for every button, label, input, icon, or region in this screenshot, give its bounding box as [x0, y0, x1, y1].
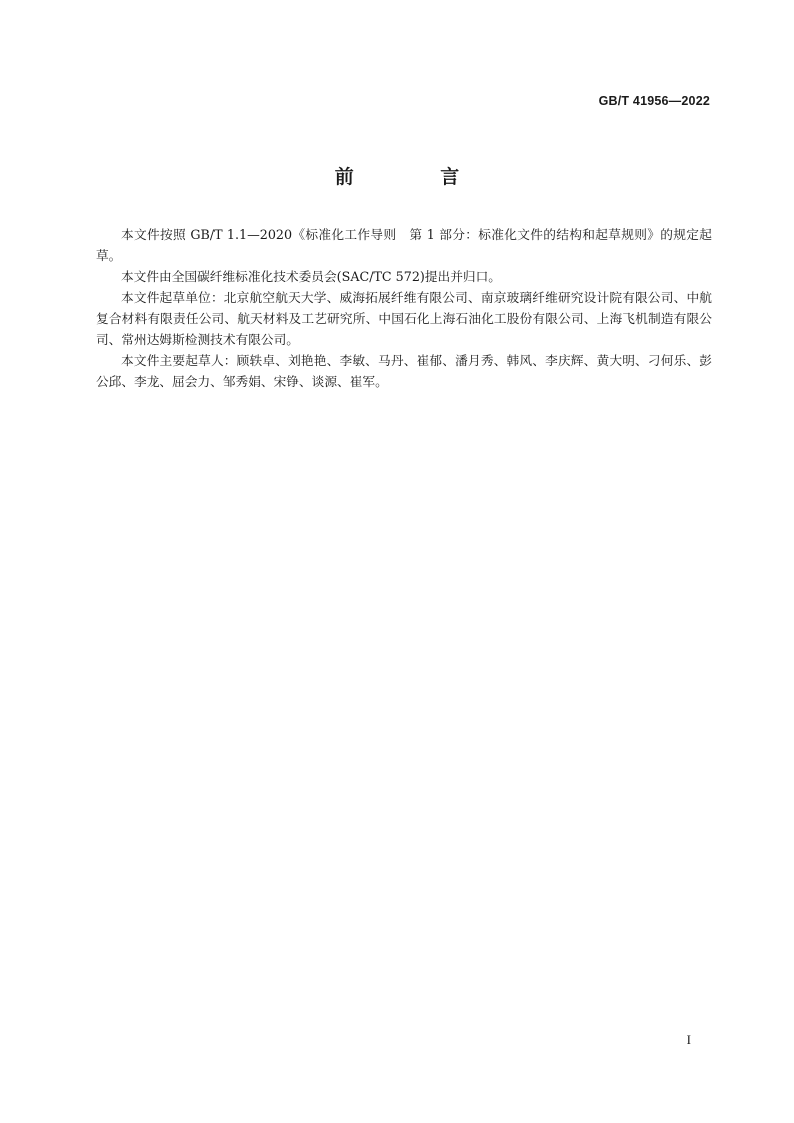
- preface-paragraph-drafters: 本文件主要起草人：顾轶卓、刘艳艳、李敏、马丹、崔郁、潘月秀、韩风、李庆辉、黄大明、刁何乐、彭公邱、李龙、屈会力、邹秀娟、宋铮、谈源、崔军。: [96, 353, 712, 389]
- page-number: I: [686, 1032, 691, 1047]
- preface-paragraph-drafting-units: 本文件起草单位：北京航空航天大学、威海拓展纤维有限公司、南京玻璃纤维研究设计院有限公司、中航复合材料有限责任公司、航天材料及工艺研究所、中国石化上海石油化工股份有限公司、上海飞机制造有限公司、常州达姆斯检测技术有限公司。: [96, 290, 712, 347]
- preface-paragraph-proposer: 本文件由全国碳纤维标准化技术委员会(SAC/TC 572)提出并归口。: [121, 269, 501, 284]
- page-title: 前 言: [334, 166, 500, 188]
- preface-body: [96, 224, 712, 392]
- preface-paragraph-drafting-rules: 本文件按照 GB/T 1.1—2020《标准化工作导则 第 1 部分：标准化文件的结构和起草规则》的规定起草。: [96, 227, 712, 263]
- standard-number: GB/T 41956—2022: [598, 94, 710, 108]
